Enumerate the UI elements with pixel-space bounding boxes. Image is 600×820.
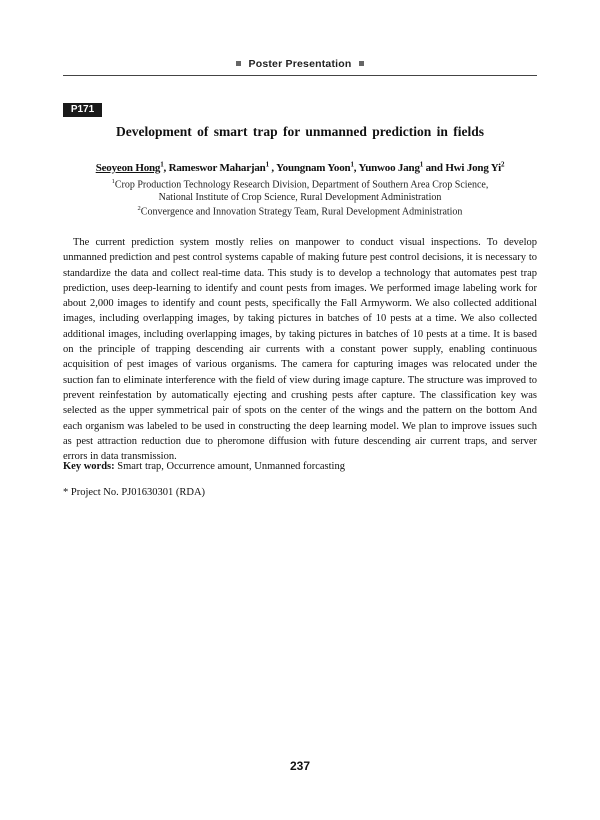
paper-title: Development of smart trap for unmanned prediction in fields — [116, 124, 484, 139]
bullet-square-icon — [359, 61, 364, 66]
keywords-label: Key words: — [63, 461, 115, 472]
poster-id-badge: P171 — [63, 103, 102, 117]
author-affil-sup: 1 — [160, 160, 164, 168]
author-affil-sup: 1 — [350, 160, 354, 168]
author-name: Yunwoo Jang — [358, 161, 420, 174]
keywords — [63, 461, 537, 472]
affiliation-1-line-1 — [63, 178, 537, 190]
affiliation-sup: 2 — [137, 205, 141, 212]
bullet-square-icon — [236, 61, 241, 66]
affiliation-sup: 1 — [111, 178, 115, 185]
author-list — [63, 160, 537, 174]
author-name: Seoyeon Hong — [95, 161, 161, 174]
affiliation-1-line-2: National Institute of Crop Science, Rural Development Administration — [158, 192, 442, 203]
keywords-text: Smart trap, Occurrence amount, Unmanned forcasting — [114, 461, 345, 472]
author — [96, 162, 169, 174]
affiliation-text: Crop Production Technology Research Division, Department of Southern Area Crop Science, — [114, 179, 489, 191]
author-name: Youngnam Yoon — [276, 161, 351, 174]
abstract-body: The current prediction system mostly relies on manpower to conduct visual inspections. To develop unmanned prediction and pest control systems capable of making future pest control decisions, it is necessary to standardize the data and collect real-time data. This study is to develop a technology that automates pest trap prediction, uses deep-learning to identify and count pests from images. We performed image labeling work for about 2,000 images to identify and count pests, specifically the Fall Armyworm. We also collected additional images, including overlapping images, by taking pictures in batches of 10 pests at a time. We also collected additional images, including overlapping images, by taking pictures in batches of 10 pests at a time. It is based on the principle of trapping descending air currents with a constant power supply, enabling continuous acquisition of pest images of various organisms. The camera for capturing images was relocated under the suction fan to eliminate interference with the field of view during image capture. The structure was improved to prevent reinfestation by automatically ejecting and crushing pests after capture. The classification key was selected as the upper symmetrical pair of spots on the center of the wings and the pattern on the bottom And each organism was labeled to be used in constructing the deep learning model. We plan to improve issues such as pest attraction reduction due to pheromone diffusion with future descending air current traps, and server errors in data transmission. — [63, 237, 537, 463]
header-divider — [63, 75, 537, 76]
running-header — [0, 58, 600, 70]
author-separator: , — [163, 161, 169, 174]
page-number: 237 — [289, 759, 311, 773]
affiliation-2 — [63, 205, 537, 217]
author-separator: , — [353, 161, 359, 174]
section-label: Poster Presentation — [248, 58, 352, 70]
author — [445, 162, 504, 174]
author — [276, 162, 358, 174]
author — [358, 162, 445, 174]
author-separator: , — [268, 161, 277, 174]
project-note: * Project No. PJ01630301 (RDA) — [63, 487, 206, 498]
affiliation-text: Convergence and Innovation Strategy Team, Rural Development Administration — [140, 206, 463, 218]
author-name: Hwi Jong Yi — [445, 161, 501, 174]
author — [169, 162, 276, 174]
author-name: Rameswor Maharjan — [168, 161, 266, 174]
author-affil-sup: 2 — [500, 160, 505, 168]
author-affil-sup: 1 — [419, 160, 424, 168]
author-separator: and — [423, 161, 446, 174]
author-affil-sup: 1 — [265, 160, 269, 168]
